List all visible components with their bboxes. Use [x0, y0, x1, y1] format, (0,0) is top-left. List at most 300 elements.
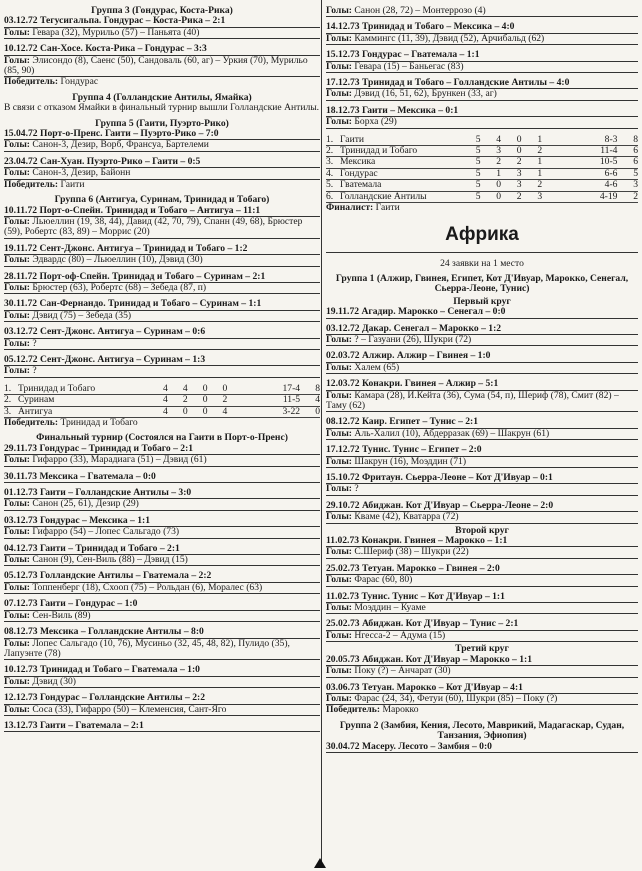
match-title: 30.04.72 Масеру. Лесото – Замбия – 0:0: [326, 742, 638, 753]
match-title: 25.02.73 Абиджан. Кот Д'Ивуар – Тунис – 2:1: [326, 619, 638, 630]
standings-cell: 2: [168, 395, 188, 406]
goals-value: Лопес Сальгадо (10, 76), Мусиньо (32, 45, 48, 82), Пулидо (35), Лапуэнте (78): [4, 637, 290, 659]
match-entry: [326, 417, 638, 440]
match-entry: [4, 157, 320, 180]
standings-cell: 11-4: [542, 146, 617, 157]
goals-label: Голы:: [326, 602, 352, 614]
match-title: 15.04.72 Порт-о-Пренс. Гаити – Пуэрто-Рико – 7:0: [4, 129, 320, 140]
standings-cell: 3.: [326, 157, 340, 168]
standings-cell: 1: [522, 135, 543, 146]
standings-cell: 8-3: [542, 135, 617, 146]
standings-cell: Антигуа: [18, 406, 148, 417]
match-entry: [326, 564, 638, 587]
goals-label: Голы:: [326, 574, 352, 586]
goals-value: ?: [32, 365, 37, 377]
match-goals: [4, 311, 320, 322]
winner-label: Финалист:: [326, 202, 374, 214]
match-title: 19.11.72 Сент-Джонс. Антигуа – Тринидад и Тобаго – 1:2: [4, 244, 320, 255]
standings-cell: 8: [300, 384, 320, 395]
goals-value: Нгесса-2 – Адума (15): [354, 629, 446, 641]
goals-value: Эдвардс (80) – Льюеллин (10), Дэвид (30): [32, 254, 203, 266]
match-entry: [4, 571, 320, 594]
match-entry: [326, 50, 638, 73]
standings-row: [4, 406, 320, 417]
match-entry: [326, 307, 638, 318]
standings-cell: 4.: [326, 168, 340, 179]
match-goals: [4, 639, 320, 661]
winner-line: [4, 180, 320, 190]
standings-cell: 2.: [326, 146, 340, 157]
standings-cell: 2: [481, 157, 502, 168]
goals-value: Брюстер (63), Робертс (68) – Зебеда (87, п): [32, 281, 207, 293]
standings-row: [326, 157, 638, 168]
standings-cell: 10-5: [542, 157, 617, 168]
goals-label: Голы:: [4, 637, 30, 649]
match-goals: [326, 631, 638, 642]
match-title: 01.12.73 Гаити – Голландские Антилы – 3:0: [4, 488, 320, 499]
match-goals: [326, 335, 638, 346]
match-goals: [326, 62, 638, 73]
match-title: 03.12.72 Сент-Джонс. Антигуа – Суринам – 0:6: [4, 327, 320, 338]
match-title: 03.12.72 Дакар. Сенегал – Марокко – 1:2: [326, 324, 638, 335]
standings-cell: 4: [168, 384, 188, 395]
goals-label: Голы:: [326, 32, 352, 44]
match-goals: [326, 666, 638, 677]
match-title: 03.12.73 Гондурас – Мексика – 1:1: [4, 516, 320, 527]
match-entry: [326, 592, 638, 615]
match-entry: [4, 244, 320, 267]
standings-cell: 3: [617, 180, 638, 191]
standings-row: [4, 384, 320, 395]
match-entry: [326, 683, 638, 706]
match-title: 28.11.72 Порт-оф-Спейн. Тринидад и Тобаго – Суринам – 2:1: [4, 272, 320, 283]
standings-row: [326, 146, 638, 157]
standings-cell: 0: [501, 146, 522, 157]
standings-cell: 11-5: [227, 395, 300, 406]
standings-cell: 3: [501, 168, 522, 179]
goals-label: Голы:: [4, 581, 30, 593]
match-title: 14.12.73 Тринидад и Тобаго – Мексика – 4:0: [326, 22, 638, 33]
match-entry: [4, 299, 320, 322]
goals-label: Голы:: [4, 281, 30, 293]
match-goals: [326, 89, 638, 100]
match-goals: [326, 117, 638, 128]
winner-line: [326, 203, 638, 213]
goals-label: Голы:: [326, 333, 352, 345]
match-entry: [326, 445, 638, 468]
match-title: 02.03.72 Алжир. Алжир – Гвинея – 1:0: [326, 351, 638, 362]
goals-value: Гевара (15) – Баньегас (83): [354, 60, 464, 72]
match-entry: [4, 444, 320, 467]
goals-value: Фарас (24, 34), Фетуи (60), Шукри (85) – Поку (?): [354, 692, 558, 704]
match-goals: [326, 603, 638, 614]
standings-cell: 4: [207, 406, 227, 417]
goals-value: Каммингс (11, 39), Дэвид (52), Арчибальд (62): [354, 32, 545, 44]
goals-value: Моэддин – Куаме: [354, 602, 426, 614]
goals-value: Поку (?) – Анчарат (30): [354, 665, 451, 677]
goals-label: Голы:: [326, 692, 352, 704]
match-goals: [326, 6, 638, 17]
goals-label: Голы:: [4, 337, 30, 349]
match-entry: [4, 16, 320, 39]
match-title: 10.11.72 Порт-о-Спейн. Тринидад и Тобаго – Антигуа – 11:1: [4, 206, 320, 217]
standings-cell: 1.: [4, 384, 18, 395]
standings-cell: 3-22: [227, 406, 300, 417]
goals-value: Гифарро (33), Марадиага (51) – Дэвид (61): [32, 454, 207, 466]
match-entry: [326, 536, 638, 559]
match-entry: [326, 655, 638, 678]
standings-cell: 0: [481, 191, 502, 202]
match-goals: [326, 512, 638, 523]
match-title: 12.12.73 Гондурас – Голландские Антилы – 2:2: [4, 693, 320, 704]
goals-value: Халем (65): [354, 361, 400, 373]
left-column: [4, 6, 320, 732]
group-heading: Группа 4 (Голландские Антилы, Ямайка): [72, 91, 252, 103]
match-entry: [4, 544, 320, 567]
match-entry: [326, 379, 638, 412]
goals-value: Топпенберг (18), Схооп (75) – Рольдан (6), Моралес (63): [32, 581, 263, 593]
standings-cell: 2: [501, 191, 522, 202]
goals-value: С.Шериф (38) – Шукри (22): [354, 546, 469, 558]
standings-cell: 2: [522, 180, 543, 191]
match-title: 17.12.72 Тунис. Тунис – Египет – 2:0: [326, 445, 638, 456]
standings-cell: 5: [617, 168, 638, 179]
match-entry: [326, 351, 638, 374]
goals-value: Кваме (42), Кватарра (72): [354, 511, 459, 523]
standings-cell: 5: [460, 135, 481, 146]
goals-label: Голы:: [4, 54, 30, 66]
match-title: 20.05.73 Абиджан. Кот Д'Ивуар – Марокко – 1:1: [326, 655, 638, 666]
standings-cell: 0: [501, 135, 522, 146]
goals-label: Голы:: [4, 26, 30, 38]
match-title: 15.12.73 Гондурас – Гватемала – 1:1: [326, 50, 638, 61]
goals-label: Голы:: [326, 665, 352, 677]
standings-cell: 2: [207, 395, 227, 406]
match-title: 30.11.72 Сан-Фернандо. Тринидад и Тобаго – Суринам – 1:1: [4, 299, 320, 310]
standings-cell: Тринидад и Тобаго: [340, 146, 460, 157]
match-title: 29.11.73 Гондурас – Тринидад и Тобаго – 2:1: [4, 444, 320, 455]
column-divider: [321, 0, 322, 866]
match-entry: [4, 627, 320, 660]
goals-label: Голы:: [4, 498, 30, 510]
match-entry: [4, 355, 320, 378]
goals-label: Голы:: [326, 389, 352, 401]
match-goals: [326, 484, 638, 495]
match-title: 03.12.72 Тегусигальпа. Гондурас – Коста-Рика – 2:1: [4, 16, 320, 27]
goals-value: Дэвид (30): [32, 675, 76, 687]
note-text: В связи с отказом Ямайки в финальный турнир вышли Голландские Антилы.: [4, 102, 320, 114]
goals-value: Санон (28, 72) – Монтеррозо (4): [354, 5, 486, 16]
goals-value: Санон-3, Дезир, Ворб, Франсуа, Бартелеми: [32, 139, 209, 151]
goals-label: Голы:: [326, 629, 352, 641]
match-goals: [326, 547, 638, 558]
standings-cell: 2: [617, 191, 638, 202]
match-entry: [4, 721, 320, 732]
goals-label: Голы:: [4, 609, 30, 621]
standings-cell: 5: [460, 157, 481, 168]
goals-label: Голы:: [326, 455, 352, 467]
goals-value: Гифарро (54) – Лопес Сальгадо (73): [32, 526, 180, 538]
match-goals: [326, 34, 638, 45]
goals-label: Голы:: [4, 454, 30, 466]
standings-cell: 0: [188, 395, 208, 406]
match-goals: [4, 499, 320, 510]
match-goals: [4, 255, 320, 266]
standings-cell: 4: [148, 384, 168, 395]
goals-label: Голы:: [4, 254, 30, 266]
standings-cell: 4-6: [542, 180, 617, 191]
goals-label: Голы:: [326, 88, 352, 100]
match-entry: [326, 22, 638, 45]
goals-label: Голы:: [4, 309, 30, 321]
match-goals: [326, 575, 638, 586]
goals-value: Шакрун (16), Моэддин (71): [354, 455, 467, 467]
winner-value: Гаити: [375, 202, 400, 214]
standings-cell: 17-4: [227, 384, 300, 395]
match-goals: [4, 677, 320, 688]
match-title: 25.02.73 Тетуан. Марокко – Гвинея – 2:0: [326, 564, 638, 575]
goals-label: Голы:: [4, 526, 30, 538]
match-title: 05.12.72 Сент-Джонс. Антигуа – Суринам – 1:3: [4, 355, 320, 366]
match-title: 29.10.72 Абиджан. Кот Д'Ивуар – Сьерра-Леоне – 2:0: [326, 501, 638, 512]
goals-label: Голы:: [4, 139, 30, 151]
goals-label: Голы:: [326, 361, 352, 373]
goals-label: Голы:: [4, 167, 30, 179]
goals-value: ?: [32, 337, 37, 349]
match-goals: [4, 217, 320, 239]
winner-line: [4, 418, 320, 428]
match-entry: [326, 619, 638, 642]
goals-value: Санон-3, Дезир, Байонн: [32, 167, 131, 179]
standings-cell: 0: [188, 406, 208, 417]
goals-value: Борха (29): [354, 116, 397, 128]
group-heading: Финальный турнир (Состоялся на Гаити в Порт-о-Пренс): [36, 432, 288, 444]
goals-value: ? – Газуани (26), Шукри (72): [354, 333, 472, 345]
standings-cell: 3: [522, 191, 543, 202]
match-entry: [4, 665, 320, 688]
match-entry: [326, 742, 638, 753]
standings-cell: 2: [501, 157, 522, 168]
standings-cell: Суринам: [18, 395, 148, 406]
standings-cell: 1: [481, 168, 502, 179]
goals-label: Голы:: [4, 365, 30, 377]
goals-value: Элисондо (8), Саенс (50), Сандоваль (60, аг) – Уркия (70), Мурильо (85, 90): [4, 54, 308, 77]
match-entry: [4, 206, 320, 239]
standings-cell: 0: [481, 180, 502, 191]
group-heading: Группа 6 (Антигуа, Суринам, Тринидад и Тобаго): [54, 194, 270, 206]
winner-value: Гондурас: [60, 76, 99, 88]
standings-cell: 5: [460, 191, 481, 202]
match-title: 19.11.72 Агадир. Марокко – Сенегал – 0:0: [326, 307, 638, 318]
standings-row: [326, 191, 638, 202]
standings-cell: 6: [617, 146, 638, 157]
goals-value: Камара (28), И.Кейта (36), Сума (54, п), Шериф (78), Смит (82) – Таму (62): [326, 389, 619, 411]
match-entry: [4, 488, 320, 511]
standings-row: [326, 135, 638, 146]
standings-cell: 1.: [326, 135, 340, 146]
winner-value: Гаити: [60, 178, 85, 190]
match-entry: [326, 324, 638, 347]
standings-cell: 0: [300, 406, 320, 417]
standings-cell: 5: [460, 168, 481, 179]
goals-value: Соса (33), Гифарро (50) – Клеменсия, Сант-Яго: [32, 703, 227, 715]
round-heading: Второй круг: [455, 524, 509, 536]
goals-value: Льюеллин (19, 38, 44), Давид (42, 70, 79), Спанн (49, 68), Брюстер (59), Робертс (83, 89) – Моррис (20): [4, 215, 303, 238]
match-title: 10.12.73 Тринидад и Тобаго – Гватемала – 1:0: [4, 665, 320, 676]
match-entry: [326, 501, 638, 524]
match-entry: [4, 129, 320, 152]
winner-label: Победитель:: [326, 704, 381, 716]
winner-label: Победитель:: [4, 76, 59, 88]
match-goals: [4, 583, 320, 594]
match-title: 08.12.73 Мексика – Голландские Антилы – 8:0: [4, 627, 320, 638]
standings-cell: Гондурас: [340, 168, 460, 179]
goals-value: Санон (9), Сен-Виль (88) – Дэвид (15): [32, 554, 188, 566]
match-entry: [4, 599, 320, 622]
goals-value: ?: [354, 483, 359, 495]
match-title: 23.04.72 Сан-Хуан. Пуэрто-Рико – Гаити – 0:5: [4, 157, 320, 168]
match-goals: [326, 457, 638, 468]
match-entry: [4, 472, 320, 483]
goals-label: Голы:: [326, 5, 352, 16]
match-goals: [4, 366, 320, 377]
group-heading: Группа 1 (Алжир, Гвинея, Египет, Кот Д'Ивуар, Марокко, Сенегал, Сьерра-Леоне, Тунис): [335, 272, 629, 295]
match-title: 13.12.73 Гаити – Гватемала – 2:1: [4, 721, 320, 732]
match-title: 15.10.72 Фритаун. Сьерра-Леоне – Кот Д'Ивуар – 0:1: [326, 473, 638, 484]
match-goals: [4, 283, 320, 294]
match-title: 03.06.73 Тетуан. Марокко – Кот Д'Ивуар – 4:1: [326, 683, 638, 694]
match-title: 12.03.72 Конакри. Гвинея – Алжир – 5:1: [326, 379, 638, 390]
standings-cell: 8: [617, 135, 638, 146]
winner-line: [326, 705, 638, 715]
standings-cell: 6-6: [542, 168, 617, 179]
goals-value: Гевара (32), Мурильо (57) – Паньята (40): [32, 26, 200, 38]
standings-cell: 4: [148, 395, 168, 406]
match-title: 07.12.73 Гаити – Гондурас – 1:0: [4, 599, 320, 610]
standings-cell: 0: [207, 384, 227, 395]
page-marker-icon: [314, 858, 326, 868]
winner-line: [4, 77, 320, 87]
group-heading: Группа 2 (Замбия, Кения, Лесото, Маврикий, Мадагаскар, Судан, Танзания, Эфиопия): [339, 719, 625, 742]
goals-label: Голы:: [326, 60, 352, 72]
right-column: [326, 6, 638, 753]
standings-cell: Гватемала: [340, 180, 460, 191]
standings-cell: 3: [481, 146, 502, 157]
match-goals: [326, 429, 638, 440]
standings-cell: 4: [148, 406, 168, 417]
winner-value: Тринидад и Тобаго: [60, 417, 138, 428]
match-goals: [4, 455, 320, 466]
goals-value: Аль-Халил (10), Абдерразак (69) – Шакрун (61): [354, 427, 550, 439]
standings-cell: 5: [460, 180, 481, 191]
standings-cell: 2.: [4, 395, 18, 406]
goals-label: Голы:: [326, 427, 352, 439]
match-goals: [4, 611, 320, 622]
group-heading: Группа 5 (Гаити, Пуэрто-Рико): [95, 117, 229, 129]
match-title: 04.12.73 Гаити – Тринидад и Тобаго – 2:1: [4, 544, 320, 555]
goals-label: Голы:: [326, 511, 352, 523]
match-title: 05.12.73 Голландские Антилы – Гватемала – 2:2: [4, 571, 320, 582]
goals-label: Голы:: [326, 116, 352, 128]
standings-row: [326, 168, 638, 179]
goals-label: Голы:: [4, 703, 30, 715]
goals-value: Сен-Виль (89): [32, 609, 91, 621]
match-title: 18.12.73 Гаити – Мексика – 0:1: [326, 106, 638, 117]
winner-value: Марокко: [382, 704, 419, 716]
standings-cell: 4: [300, 395, 320, 406]
match-title: 11.02.73 Конакри. Гвинея – Марокко – 1:1: [326, 536, 638, 547]
standings-cell: 4-19: [542, 191, 617, 202]
match-title: 10.12.72 Сан-Хосе. Коста-Рика – Гондурас – 3:3: [4, 44, 320, 55]
match-goals: [4, 705, 320, 716]
standings-table: [326, 135, 638, 203]
match-entry: [326, 78, 638, 101]
goals-label: Голы:: [4, 215, 30, 227]
standings-cell: 3.: [4, 406, 18, 417]
standings-cell: Тринидад и Тобаго: [18, 384, 148, 395]
round-heading: Третий круг: [455, 643, 509, 655]
round-heading: Первый круг: [453, 295, 511, 307]
match-goals: [4, 140, 320, 151]
standings-cell: Голландские Антилы: [340, 191, 460, 202]
goals-value: Дэвид (75) – Зебеда (35): [32, 309, 132, 321]
match-entry: [4, 327, 320, 350]
section-title: Африка: [326, 224, 638, 253]
standings-cell: 6: [617, 157, 638, 168]
standings-cell: 1: [522, 168, 543, 179]
goals-value: Санон (25, 61), Дезир (29): [32, 498, 139, 510]
goals-label: Голы:: [4, 554, 30, 566]
winner-label: Победитель:: [4, 417, 59, 428]
goals-label: Голы:: [326, 483, 352, 495]
match-goals: [4, 555, 320, 566]
standings-cell: 5: [460, 146, 481, 157]
match-goals: [326, 391, 638, 413]
standings-cell: Гаити: [340, 135, 460, 146]
standings-cell: 6.: [326, 191, 340, 202]
match-entry: [4, 516, 320, 539]
standings-cell: 5.: [326, 180, 340, 191]
goals-value: Дэвид (16, 51, 62), Брункен (33, аг): [354, 88, 497, 100]
section-subtitle: 24 заявки на 1 место: [440, 257, 524, 269]
match-entry: [326, 106, 638, 129]
standings-cell: 1: [522, 157, 543, 168]
match-title: 17.12.73 Тринидад и Тобаго – Голландские Антилы – 4:0: [326, 78, 638, 89]
match-goals: [326, 363, 638, 374]
match-goals: [4, 56, 320, 78]
match-title: 30.11.73 Мексика – Гватемала – 0:0: [4, 472, 320, 483]
match-entry: [326, 473, 638, 496]
match-goals: [4, 28, 320, 39]
standings-cell: 3: [501, 180, 522, 191]
match-goals: [4, 527, 320, 538]
standings-cell: 0: [188, 384, 208, 395]
standings-row: [4, 395, 320, 406]
standings-cell: 4: [481, 135, 502, 146]
goals-value: Фарас (60, 80): [354, 574, 413, 586]
standings-cell: 2: [522, 146, 543, 157]
standings-cell: Мексика: [340, 157, 460, 168]
match-goals: [4, 339, 320, 350]
match-title: 11.02.73 Тунис. Тунис – Кот Д'Ивуар – 1:1: [326, 592, 638, 603]
match-title: 08.12.72 Каир. Египет – Тунис – 2:1: [326, 417, 638, 428]
standings-table: [4, 384, 320, 418]
match-entry: [4, 693, 320, 716]
match-entry: [4, 272, 320, 295]
winner-label: Победитель:: [4, 178, 59, 190]
goals-label: Голы:: [326, 546, 352, 558]
standings-cell: 0: [168, 406, 188, 417]
